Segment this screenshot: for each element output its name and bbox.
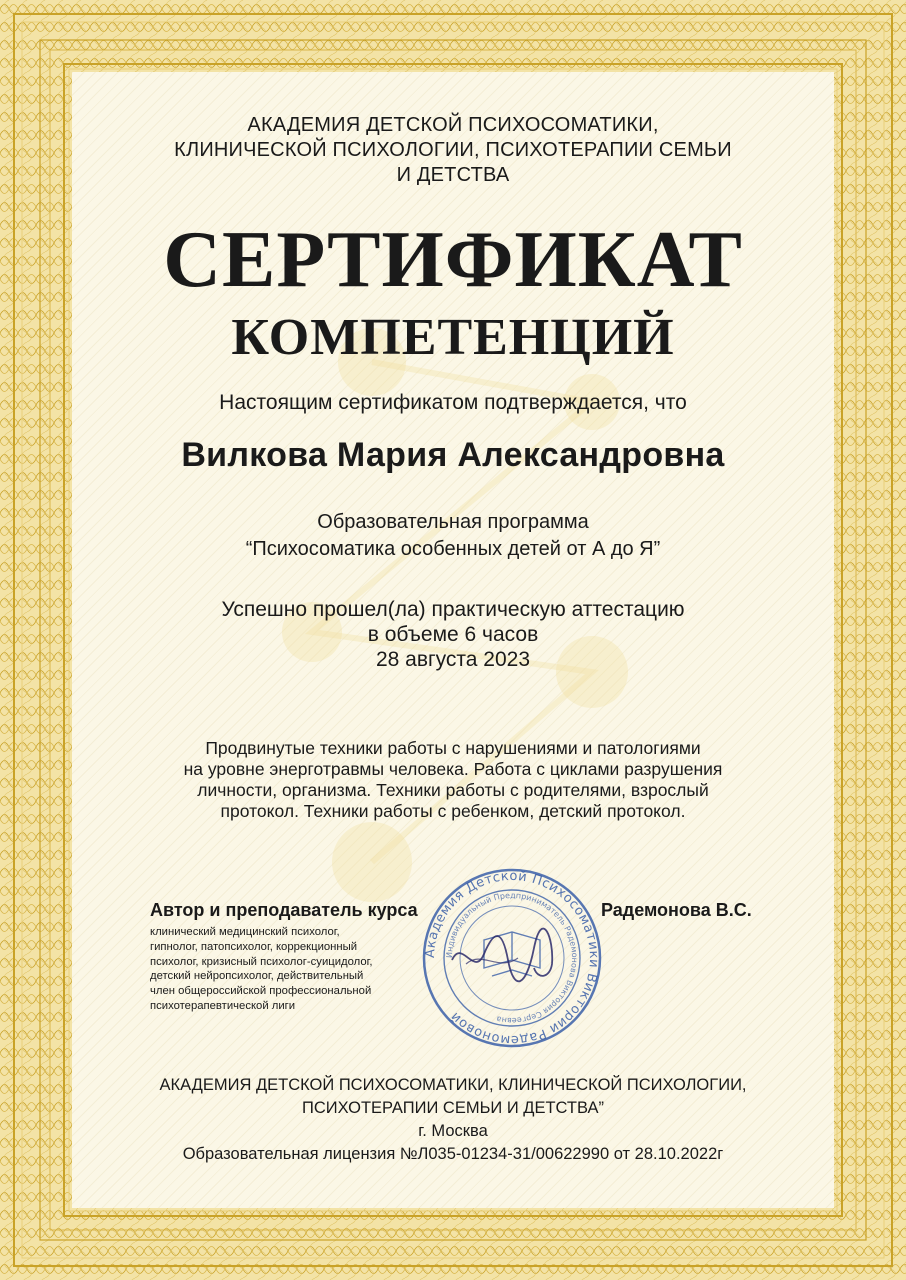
seal-inner-text: Индивидуальный Предприниматель Радемонова Виктория Сергеевна [444,890,580,1026]
result-line: Успешно прошел(ла) практическую аттестацию [221,598,685,621]
author-description-line: психолог, кризисный психолог-суицидолог, [150,955,373,968]
footer-line: АКАДЕМИЯ ДЕТСКОЙ ПСИХОСОМАТИКИ, КЛИНИЧЕСКОЙ ПСИХОЛОГИИ, [159,1076,747,1094]
author-description-line: детский нейропсихолог, действительный [150,970,364,983]
author-label: Автор и преподаватель курса [150,900,418,920]
footer-line: ПСИХОТЕРАПИИ СЕМЬИ И ДЕТСТВА” [302,1099,604,1117]
description-line: протокол. Техники работы с ребенком, детский протокол. [220,801,686,821]
author-name: Радемонова В.С. [601,900,752,920]
program-name: “Психосоматика особенных детей от А до Я” [245,538,661,560]
result-date: 28 августа 2023 [375,648,531,671]
footer-city: г. Москва [418,1122,488,1140]
recipient-name: Вилкова Мария Александровна [181,436,725,474]
program-block [0,509,906,563]
organization-header [0,113,906,188]
organization-line: И ДЕТСТВА [396,164,510,186]
program-label: Образовательная программа [317,511,589,533]
course-description [0,738,906,822]
footer-license: Образовательная лицензия №Л035-01234-31/00622990 от 28.10.2022г [182,1145,724,1163]
description-line: Продвинутые техники работы с нарушениями и патологиями [205,738,701,758]
organization-line: АКАДЕМИЯ ДЕТСКОЙ ПСИХОСОМАТИКИ, [247,114,659,136]
certificate-title: СЕРТИФИКАТ [163,216,743,304]
author-description [150,925,373,1014]
official-seal [422,868,602,1048]
intro-text: Настоящим сертификатом подтверждается, что [219,391,687,414]
result-hours: в объеме 6 часов [367,623,539,646]
author-description-line: клинический медицинский психолог, [150,926,340,938]
footer [0,1074,906,1166]
result-block [0,597,906,672]
seal-outer-text: Академия Детской Психосоматики Виктории Радемоновой [422,868,602,1048]
organization-line: КЛИНИЧЕСКОЙ ПСИХОЛОГИИ, ПСИХОТЕРАПИИ СЕМЬИ [174,139,732,161]
author-description-line: психотерапевтической лиги [150,999,296,1012]
certificate-subtitle: КОМПЕТЕНЦИЙ [231,309,675,366]
author-description-line: гипнолог, патопсихолог, коррекционный [150,940,358,953]
description-line: на уровне энерготравмы человека. Работа с циклами разрушения [183,759,723,779]
description-line: личности, организма. Техники работы с родителями, взрослый [197,780,709,800]
author-description-line: член общероссийской профессиональной [150,985,372,998]
